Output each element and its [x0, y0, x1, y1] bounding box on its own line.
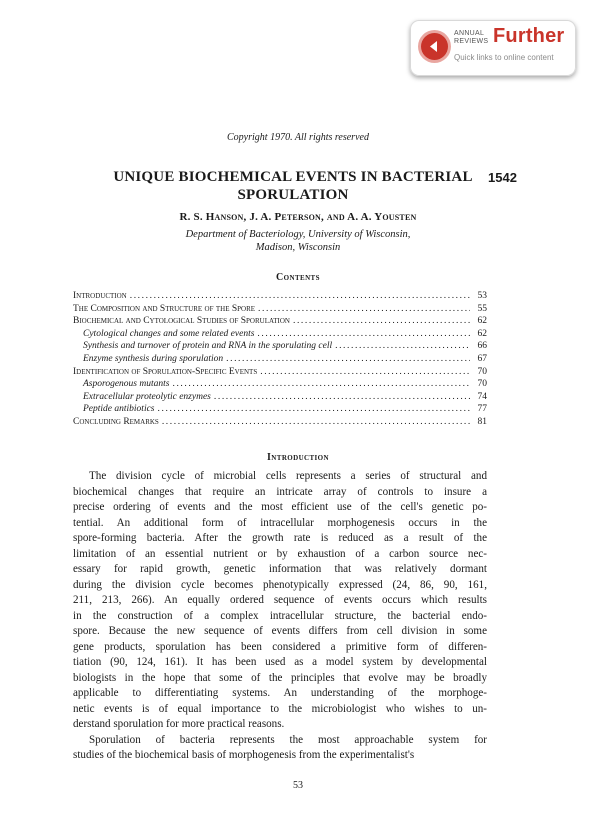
- toc-entry-label: Introduction: [73, 291, 127, 301]
- body-text-line: tiation (90, 124, 161). It has been used as a model system by developmental: [73, 656, 487, 668]
- toc-leader-dots: [335, 340, 470, 353]
- page-number: 53: [293, 780, 303, 791]
- toc-entry: [73, 403, 487, 416]
- affiliation: [0, 228, 596, 254]
- toc-entry-label: Peptide antibiotics: [83, 404, 155, 415]
- contents-heading: Contents: [276, 272, 320, 283]
- toc-entry-page: 66: [477, 341, 487, 352]
- title-line-1: UNIQUE BIOCHEMICAL EVENTS IN BACTERIAL: [113, 169, 473, 185]
- introduction-body: [73, 469, 487, 764]
- toc-entry-label: Biochemical and Cytological Studies of Sporulation: [73, 316, 290, 327]
- toc-entry: [73, 328, 487, 341]
- toc-entry: [73, 366, 487, 379]
- toc-entry-page: 70: [477, 379, 487, 390]
- body-text-line: essary for rapid growth, genetic information that was relatively dormant: [73, 563, 487, 575]
- toc-leader-dots: [162, 416, 470, 429]
- toc-entry-label: Synthesis and turnover of protein and RNA in the sporulating cell: [83, 341, 333, 352]
- toc-entry-label: Cytological changes and some related events: [83, 328, 255, 339]
- toc-leader-dots: [258, 303, 470, 316]
- body-text-line: The division cycle of microbial cells represents a series of structural and: [89, 470, 487, 482]
- title-line-2: SPORULATION: [237, 187, 349, 203]
- toc-entry-page: 74: [477, 391, 487, 402]
- toc-entry: [73, 353, 487, 366]
- toc-entry-label: Concluding Remarks: [73, 416, 159, 427]
- body-text-line: spore. Because the new sequence of events differs from cell division in some: [73, 625, 487, 637]
- toc-leader-dots: [226, 353, 470, 366]
- affiliation-line-2: Madison, Wisconsin: [255, 242, 341, 253]
- toc-entry: [73, 378, 487, 391]
- body-text-line: limitation of an essential nutrient or by exhaustion of a carbon source nec-: [73, 547, 487, 560]
- toc-entry-page: 67: [477, 353, 487, 364]
- annual-reviews-logo-text: ANNUAL REVIEWS: [454, 30, 489, 45]
- authors: R. S. Hanson, J. A. Peterson, and A. A. Yousten: [179, 211, 417, 223]
- toc-entry-page: 77: [477, 404, 487, 415]
- toc-entry-page: 81: [477, 416, 487, 427]
- copyright-notice: Copyright 1970. All rights reserved: [227, 132, 369, 143]
- toc-entry-label: Identification of Sporulation-Specific Events: [73, 366, 258, 377]
- toc-entry: [73, 340, 487, 353]
- toc-leader-dots: [257, 328, 470, 341]
- toc-entry-page: 62: [477, 316, 487, 327]
- toc-entry: [73, 290, 487, 303]
- toc-entry-label: Enzyme synthesis during sporulation: [83, 353, 224, 364]
- body-text-line: biochemical changes that require an intricate array of controls to insure a: [73, 485, 487, 498]
- page-code: 1542: [488, 170, 517, 185]
- body-text-line: studies of the biochemical basis of morphogenesis from the experimentalist's: [73, 749, 415, 761]
- body-text-line: precise ordering of events and the most efficient use of the cell's genetic po-: [73, 501, 487, 513]
- toc-leader-dots: [158, 403, 470, 416]
- toc-entry-page: 53: [477, 291, 487, 301]
- toc-entry-page: 55: [477, 303, 487, 314]
- toc-entry-label: Asporogenous mutants: [83, 379, 170, 390]
- toc-entry: [73, 315, 487, 328]
- toc-leader-dots: [260, 366, 470, 379]
- annual-reviews-further-banner[interactable]: [410, 20, 576, 76]
- table-of-contents: [73, 290, 487, 429]
- toc-leader-dots: [172, 378, 470, 391]
- toc-entry: [73, 416, 487, 429]
- body-text-line: in the construction of a complex intracellular structure, the bacterial endo-: [73, 609, 487, 622]
- toc-leader-dots: [130, 290, 470, 303]
- toc-entry-page: 70: [477, 366, 487, 377]
- toc-entry: [73, 391, 487, 404]
- body-text-line: derstand sporulation for more practical reasons.: [73, 718, 285, 730]
- body-text-line: Sporulation of bacteria represents the most approachable system for: [89, 733, 487, 746]
- body-text-line: tential. An additional form of intracellular morphogenesis occurs in the: [73, 516, 487, 529]
- toc-entry-label: Extracellular proteolytic enzymes: [83, 391, 211, 402]
- further-label: Further: [493, 25, 565, 47]
- body-text-line: gene products, sporulation has been considered a primitive form of differen-: [73, 640, 487, 653]
- toc-entry-page: 62: [477, 328, 487, 339]
- body-text-line: biologists in the hope that some of the principles that evolve may be broadly: [73, 671, 487, 684]
- affiliation-line-1: Department of Bacteriology, University of Wisconsin,: [185, 229, 411, 240]
- body-text-line: applicable to differentiating systems. An understanding of the morphoge-: [73, 687, 487, 699]
- body-text-line: during the division cycle becomes phenotypically expressed (24, 86, 90, 161,: [73, 578, 487, 591]
- introduction-heading: Introduction: [267, 452, 329, 463]
- toc-entry: [73, 303, 487, 316]
- body-text-line: spore-forming bacteria. After the growth rate is reduced as a result of the: [73, 532, 487, 544]
- banner-subtitle: Quick links to online content: [454, 53, 554, 62]
- article-title: [60, 168, 526, 204]
- body-text-line: netic events is of equal importance to the microbiologist who wishes to un-: [73, 702, 487, 715]
- toc-leader-dots: [293, 315, 470, 328]
- toc-entry-label: The Composition and Structure of the Spore: [73, 303, 256, 314]
- left-arrow-circle-icon: [421, 33, 448, 60]
- toc-leader-dots: [214, 391, 470, 404]
- body-text-line: 211, 213, 266). An equally ordered sequence of events occurs which results: [73, 594, 487, 606]
